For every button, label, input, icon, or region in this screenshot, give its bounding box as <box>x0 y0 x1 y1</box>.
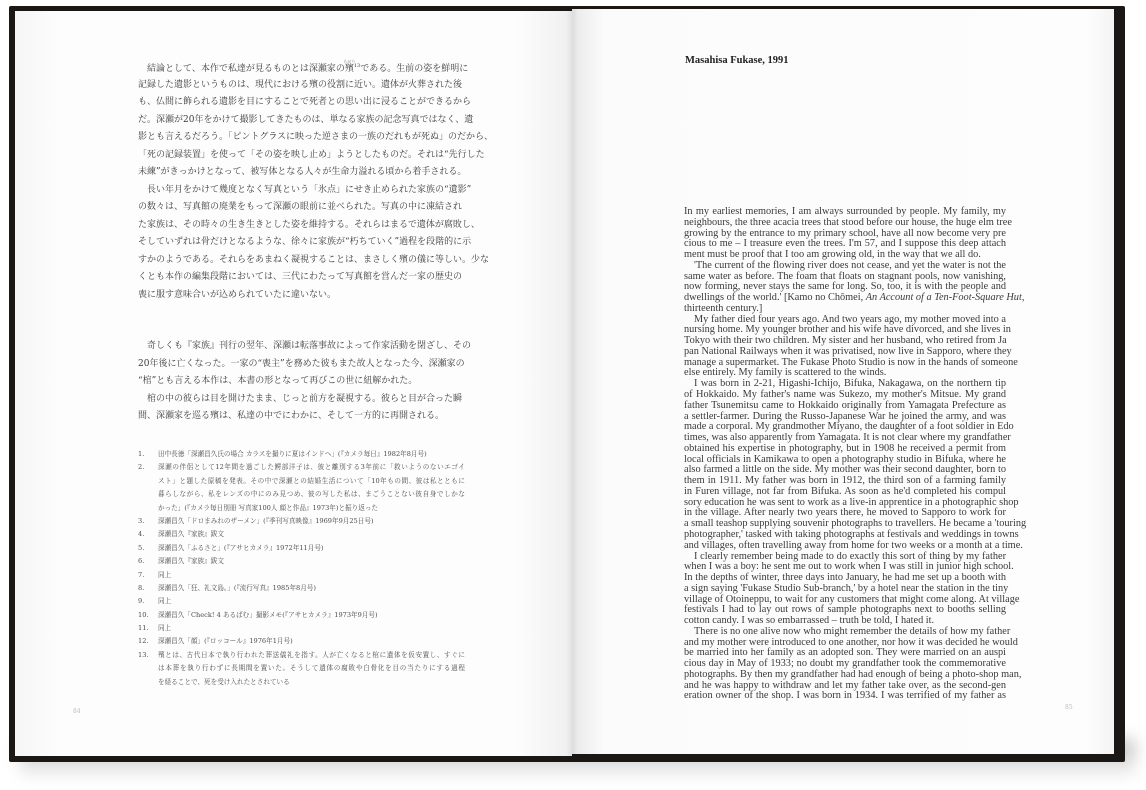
footnote-text <box>158 542 465 555</box>
footnotes <box>138 448 465 689</box>
text-line: 殯とは、古代日本で執り行われた葬送儀礼を指す。人が亡くなると棺に遺体を仮安置し、すぐに <box>158 650 465 659</box>
italic-title: An Account of a Ten-Foot-Square Hut <box>865 292 1022 304</box>
text-line: manage a supermarket. The Fukase Photo Studio is now in the hands of someone <box>684 356 1018 368</box>
footnote-number: 5. <box>138 543 145 552</box>
text-line: 奇しくも『家族』刊行の翌年、深瀬は転落事故によって作家活動を閉ざし、その <box>147 341 472 351</box>
text-line: 記録した遺影というものは、現代における殯の役割に近い。遺体が火葬された後 <box>138 79 463 90</box>
text-line: In my earliest memories, I am always surrounded by people. My family, my <box>684 206 1006 217</box>
text-line: obtained his expertise in photography, but in 1908 he received a permit from <box>684 442 1006 454</box>
text-line: cotton candy. I was so embarrassed – truth be told, I hated it. <box>684 615 935 627</box>
paragraph <box>138 182 490 305</box>
text-line: だ。深瀬が20年をかけて撮影してきたものは、単なる家族の記念写真ではなく、遺 <box>138 114 474 125</box>
paragraph <box>684 259 1025 315</box>
text-line: かった」(『カメラ毎日別冊 写真家100人 顔と作品』1973年)と振り返った <box>158 503 379 512</box>
footnote-item <box>138 528 465 541</box>
footnote-number: 8. <box>138 583 145 592</box>
text-line: は本葬を執り行わずに長期間を置いた。そうして遺体の腐敗や白骨化を目の当たりにする過程 <box>158 664 465 673</box>
text-line: in the village. After nearly two years there, he moved to Sapporo to work for <box>684 507 1006 519</box>
text-line: I was born in 2-21, Higashi-Ichijo, Bifuka, Nakagawa, on the northern tip <box>694 378 1006 390</box>
paragraph <box>138 391 463 426</box>
text-line: 棺の中の彼らは目を開けたまま、じっと前方を凝視する。彼らと目が合った瞬 <box>147 393 463 404</box>
text-line: 間、深瀬家を巡る殯は、私達の中でにわかに、そして一方的に再開される。 <box>138 411 445 421</box>
paragraph-gap <box>138 304 460 338</box>
text-line: a sign saying 'Fukase Studio Sub-branch,' by a hotel near the station in the tiny <box>684 582 1009 594</box>
text-line: 長い年月をかけて幾度となく写真という「氷点」にせき止められた家族の“遺影” <box>147 184 472 195</box>
ruby-reading: もがり <box>343 59 356 64</box>
footnote-text <box>158 461 465 515</box>
footnote-text <box>158 635 465 648</box>
text-line <box>138 59 469 77</box>
text-line: “棺”とも言える本作は、本書の形となって再びこの世に紐解かれた。 <box>138 376 418 386</box>
text-line: pan National Railways when it was privatised, now live in Sapporo, where they <box>684 345 1012 357</box>
text-line: を経ることで、死を受け入れたとされている <box>158 677 290 686</box>
text-line: growing by the entrance to my primary school, have all now become very pre <box>684 227 1006 239</box>
japanese-essay <box>138 59 494 426</box>
text-line: times, was also apparently from Yamagata. It is not clear where my grandfather <box>684 432 1011 444</box>
text-line: and my mother were introduced to one another, nor how it was decided he would <box>684 636 1018 648</box>
paragraph <box>684 378 1027 551</box>
text-line: 田中長徳「深瀬昌久氏の場合 カラスを撮りに夏はインドへ」(『カメラ毎日』1982年8月号) <box>158 450 427 458</box>
footnote-number: 12. <box>138 637 149 646</box>
text-line: now forming, never stays the same for long. So, too, it is with the people and <box>684 281 1006 293</box>
footnote-text <box>158 609 465 622</box>
text-line: cious day in May of 1933; no doubt my grandfather took the commemorative <box>684 658 1006 670</box>
text-line: Tokyo with their two children. My sister and her husband, who retired from Ja <box>684 335 1007 347</box>
text-line: cious to me – I treasure even the trees. I'm 57, and I suppose this deep attach <box>684 238 1006 250</box>
paragraph <box>684 206 1012 261</box>
text-line: made a corporal. My grandmother Miyano, the daughter of a foot soldier in Edo <box>684 421 1014 433</box>
text-line: 深瀬昌久「ふるさと」(『アサヒカメラ』1972年11月号) <box>158 543 324 552</box>
text-line: festivals I had to lay out rows of sample photographs next to booths selling <box>684 604 1006 616</box>
paragraph <box>138 338 472 391</box>
chapter-title: Masahisa Fukase, 1991 <box>685 55 789 66</box>
footnote-number: 11. <box>138 624 149 633</box>
text-line: photographs. By then my grandfather had had enough of being a photo-shop man, <box>684 668 1022 680</box>
text-line: neighbours, the three acacia trees that stood before our house, the huge elm tree <box>684 216 1012 228</box>
footnote-text <box>158 649 465 689</box>
text-line: a settler-farmer. During the Russo-Japanese War he joined the army, and was <box>684 410 1006 422</box>
text-line: when I was a boy: he sent me out to work when I was still in junior high school. <box>684 561 1014 573</box>
text-line: village of Otoineppu, to wait for any customers that might come along. At village <box>684 593 1020 605</box>
text-line: 深瀬の伴侶として12年間を過ごした鰐部洋子は、彼と離別する3年前に「救いようのないエゴイ <box>158 463 465 472</box>
footnote-item <box>138 448 465 461</box>
book-spine <box>566 9 578 756</box>
text-line: eration owner of the shop. I was born in 1934. I was terrified of my father as <box>684 690 1006 702</box>
text-line: also farmed a little on the side. My mother was their second daughter, born to <box>684 464 1006 476</box>
text-line: 「死の記録装置」を使って「その姿を映し止め」ようとしたものだ。それは“先行した <box>138 149 485 160</box>
text-line: same water as before. The foam that floats on stagnant pools, now vanishing, <box>684 270 1006 282</box>
footnote-text <box>158 528 465 541</box>
footnote-number: 2. <box>138 463 145 472</box>
footnote-number: 4. <box>138 530 145 539</box>
footnote-number: 7. <box>138 570 145 579</box>
footnote-item <box>138 609 465 622</box>
text-line: た家族は、その時々の生き生きとした姿を維持する。それらはまるで遺体が腐敗し、 <box>138 219 480 230</box>
text-line: There is no one alive now who might remember the details of how my father <box>694 625 1011 637</box>
footnote-text <box>158 582 465 595</box>
paragraph <box>684 550 1020 627</box>
footnote-text <box>158 622 465 635</box>
page-number-right: 85 <box>1065 704 1073 711</box>
footnote-item <box>138 555 465 568</box>
footnote-number: 13. <box>138 650 149 659</box>
text-line: nursing home. My younger brother and his wife have divorced, and she lives in <box>684 324 1011 336</box>
text-line: photographer,' tasked with taking photographs at festivals and weddings in towns <box>684 528 1019 540</box>
text-line: thirteenth century.] <box>684 302 763 314</box>
text-line: and he was happy to withdraw and let my father take over, as the second-gen <box>684 679 1006 691</box>
footnote-text <box>158 569 465 582</box>
text-line: 深瀬昌久「狂、礼文島。」(『流行写真』1985年8月号) <box>158 583 316 592</box>
text-line: スト」と題した原稿を発表。その中で深瀬との結婚生活について「10年もの間、彼は私とともに <box>158 476 465 485</box>
footnote-text <box>158 515 465 528</box>
footnote-text <box>158 448 465 461</box>
text-line: a small teashop supplying souvenir photographs to travellers. He became a 'touring <box>684 518 1027 530</box>
footnote-number: 1. <box>138 450 145 458</box>
text-line: ment must be proof that I too am growing old, in the way that we all do. <box>684 249 981 261</box>
footnote-number: 10. <box>138 610 149 619</box>
footnote-text <box>158 595 465 608</box>
text-line: I clearly remember being made to do exactly this sort of thing by my father <box>694 550 1006 562</box>
footnote-ref: 13 <box>353 63 361 69</box>
footnote-number: 6. <box>138 557 145 566</box>
footnote-number: 3. <box>138 516 145 525</box>
text-line: be married into her family as an adopted son. They were married on an auspi <box>684 647 1006 659</box>
text-line: 'The current of the flowing river does not cease, and yet the water is not the <box>694 259 1006 271</box>
footnote-item <box>138 635 465 648</box>
footnote-text <box>158 555 465 568</box>
text-line: In the depths of winter, three days into January, he had me set up a booth with <box>684 572 1006 584</box>
text-line: 深瀬昌久「Check! 4 あるばむ」撮影メモ(『アサヒカメラ』1973年9月号) <box>158 610 378 619</box>
text-line: 暮らしながら、私をレンズの中にのみ見つめ、彼の写した私は、まごうことない彼自身でしかな <box>158 490 465 499</box>
left-page <box>15 11 572 756</box>
text-line: そしていずれは骨だけとなるような、徐々に家族が“朽ちていく”過程を段階的に示 <box>138 237 472 247</box>
right-page <box>572 9 1114 754</box>
text-line: の数々は、写真館の廃業をもって深瀬の眼前に並べられた。写真の中に凍結され <box>138 202 463 212</box>
text-line: 深瀬昌久「ドロまみれのザーメン」(『季刊写真映像』1969年9月25日号) <box>158 516 374 525</box>
footnote-item <box>138 569 465 582</box>
footnote-item <box>138 595 465 608</box>
text-segment: 結論として、本作で私達が見るものとは深瀬家の <box>147 64 345 74</box>
text-line: すかのようである。それらをあまねく凝視することは、まさしく殯の儀に等しい。少な <box>138 254 490 265</box>
text-line: くとも本作の編集段階においては、三代にわたって写真館を営んだ一家の歴史の <box>138 272 463 282</box>
footnote-item <box>138 622 465 635</box>
text-line: else entirely. My family is scattered to the winds. <box>684 367 887 379</box>
paragraph <box>684 313 1018 380</box>
footnote-item <box>138 461 465 515</box>
text-segment: dwellings of the world.' [Kamo no Chōmei, <box>684 292 866 304</box>
text-line: sory education he was sent to work as a live-in apprentice in a photographic shop <box>684 496 1019 508</box>
ruby-base: 殯 <box>343 64 356 74</box>
text-line: local officials in Kamikawa to open a photography studio in Bifuka, where he <box>684 453 1006 465</box>
text-line: 同上 <box>158 624 172 633</box>
footnote-number: 9. <box>138 597 145 606</box>
text-line: 深瀬昌久『家族』跋文 <box>158 530 224 539</box>
footnote-item <box>138 542 465 555</box>
text-line: 影とも言えるだろう。「ピントグラスに映った逆さまの一族のだれもが死ぬ」のだから、 <box>138 132 494 142</box>
text-line: 同上 <box>158 570 172 579</box>
text-line: them in 1911. My father was born in 1912, the third son of a farming family <box>684 475 1006 487</box>
text-line: 喪に服す意味合いが込められていたに違いない。 <box>138 289 337 300</box>
ruby-word <box>343 59 356 74</box>
text-line: My father died four years ago. And two years ago, my mother moved into a <box>694 313 1006 325</box>
footnote-item <box>138 582 465 595</box>
text-line: も、仏間に飾られる遺影を目にすることで死者との思い出に浸ることができるから <box>138 97 472 107</box>
text-line: 20年後に亡くなった。一家の“喪主”を務めた彼もまた故人となった今、深瀬家の <box>138 358 465 369</box>
text-line: and villages, often travelling away from home for two weeks or a month at a time. <box>684 539 1023 551</box>
page-number-left: 84 <box>73 708 81 715</box>
paragraph <box>138 59 494 182</box>
footnote-item <box>138 649 465 689</box>
text-line: 同上 <box>158 597 172 606</box>
text-line: father Tsunemitsu came to Hokkaido originally from Yamagata Prefecture as <box>684 399 1006 411</box>
text-line: 深瀬昌久『家族』跋文 <box>158 557 224 566</box>
text-line: 未練”がきっかけとなって、被写体となる人々が生命力溢れる頃から着手される。 <box>138 167 467 177</box>
text-segment: である。生前の姿を鮮明に <box>360 64 469 74</box>
text-line: 深瀬昌久「顔」(『ロッコール』1976年1月号) <box>158 637 293 646</box>
text-segment: , <box>1021 292 1025 304</box>
paragraph <box>684 625 1022 702</box>
english-essay <box>684 206 1027 702</box>
text-line: of Hokkaido. My father's name was Sukezo, my mother's Mitsue. My grand <box>684 389 1006 401</box>
text-line: in Furen village, not far from Bifuka. As soon as he'd completed his compul <box>684 485 1006 497</box>
footnote-item <box>138 515 465 528</box>
